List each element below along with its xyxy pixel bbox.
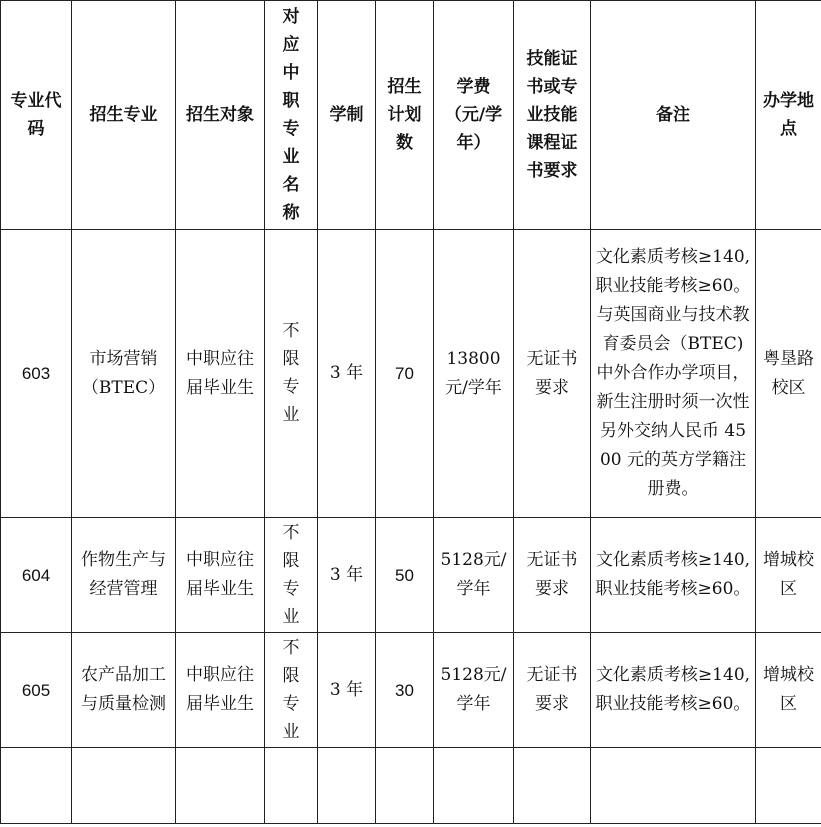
empty-cell [591, 748, 756, 824]
cell-code: 605 [1, 633, 72, 748]
empty-cell [434, 748, 514, 824]
cell-duration: 3 年 [318, 518, 376, 633]
cell-remarks: 文化素质考核≥140,职业技能考核≥60。 [591, 518, 756, 633]
cell-campus: 增城校区 [756, 633, 821, 748]
empty-cell [514, 748, 591, 824]
cell-secondary-major: 不限专业 [265, 230, 318, 518]
cell-cert: 无证书要求 [514, 518, 591, 633]
cell-duration: 3 年 [318, 230, 376, 518]
header-cert: 技能证书或专业技能课程证书要求 [514, 1, 591, 230]
table-row [1, 633, 821, 748]
empty-row [1, 748, 821, 824]
empty-cell [376, 748, 434, 824]
table-row [1, 230, 821, 518]
header-target: 招生对象 [176, 1, 265, 230]
header-row [1, 1, 821, 230]
cell-quota: 30 [376, 633, 434, 748]
cell-tuition: 5128元/学年 [434, 633, 514, 748]
cell-cert: 无证书要求 [514, 230, 591, 518]
cell-quota: 50 [376, 518, 434, 633]
header-major: 招生专业 [72, 1, 176, 230]
cell-code: 603 [1, 230, 72, 518]
header-campus: 办学地点 [756, 1, 821, 230]
cell-campus: 粤垦路校区 [756, 230, 821, 518]
cell-secondary-major: 不限专业 [265, 518, 318, 633]
cell-major: 市场营销（BTEC） [72, 230, 176, 518]
cell-campus: 增城校区 [756, 518, 821, 633]
cell-target: 中职应往届毕业生 [176, 230, 265, 518]
cell-target: 中职应往届毕业生 [176, 518, 265, 633]
cell-major: 农产品加工与质量检测 [72, 633, 176, 748]
cell-remarks: 文化素质考核≥140,职业技能考核≥60。与英国商业与技术教育委员会（BTEC)中外合作办学项目，新生注册时须一次性另外交纳人民币 4500 元的英方学籍注册费。 [591, 230, 756, 518]
cell-duration: 3 年 [318, 633, 376, 748]
cell-secondary-major: 不限专业 [265, 633, 318, 748]
empty-cell [176, 748, 265, 824]
header-secondary-major: 对应中职专业名称 [265, 1, 318, 230]
cell-tuition: 5128元/学年 [434, 518, 514, 633]
cell-tuition: 13800元/学年 [434, 230, 514, 518]
cell-remarks: 文化素质考核≥140,职业技能考核≥60。 [591, 633, 756, 748]
cell-code: 604 [1, 518, 72, 633]
header-duration: 学制 [318, 1, 376, 230]
empty-cell [318, 748, 376, 824]
empty-cell [756, 748, 821, 824]
cell-target: 中职应往届毕业生 [176, 633, 265, 748]
header-remarks: 备注 [591, 1, 756, 230]
header-code: 专业代码 [1, 1, 72, 230]
cell-major: 作物生产与经营管理 [72, 518, 176, 633]
empty-cell [72, 748, 176, 824]
empty-cell [265, 748, 318, 824]
header-quota: 招生计划数 [376, 1, 434, 230]
header-tuition: 学费（元/学年） [434, 1, 514, 230]
cell-quota: 70 [376, 230, 434, 518]
cell-cert: 无证书要求 [514, 633, 591, 748]
empty-cell [1, 748, 72, 824]
table-row [1, 518, 821, 633]
